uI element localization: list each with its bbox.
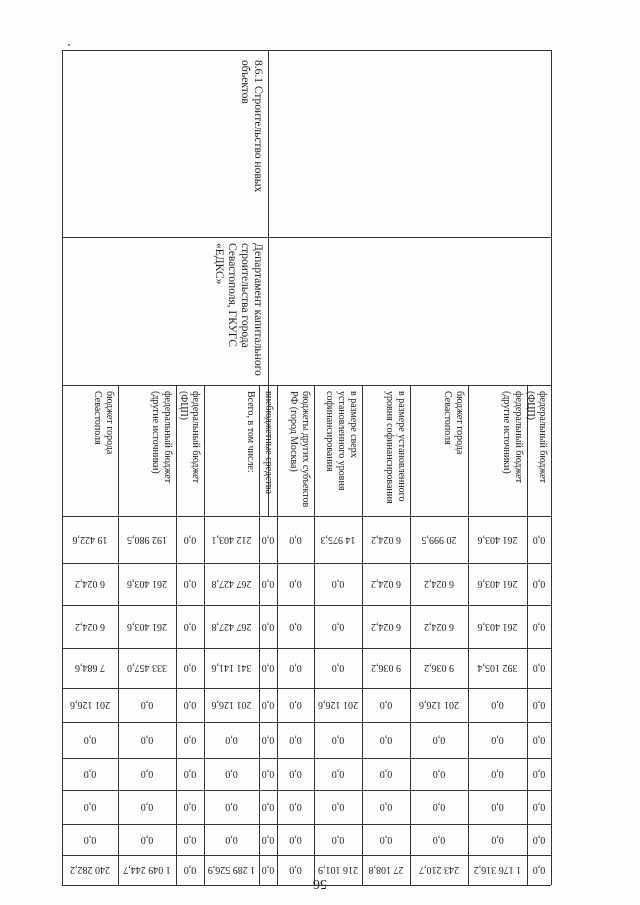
column-header-label: бюджет города Севастополя <box>92 391 115 455</box>
table-cell: 0,0 <box>140 834 154 845</box>
column-header-label: бюджеты других субъектов РФ (город Москва) <box>288 391 311 508</box>
table-cell: 1 289 526,9 <box>207 864 256 876</box>
table-cell: 0,0 <box>532 662 546 674</box>
table-cell: 261 403,6 <box>127 621 167 632</box>
table-cell: 6 024,2 <box>424 621 454 632</box>
table-cell: 0,0 <box>183 801 197 813</box>
table-cell: 6 024,2 <box>371 621 401 632</box>
column-header-label: федеральный бюджет (другие источники) <box>501 391 524 484</box>
table-cell: 201 126,6 <box>70 699 110 711</box>
table-cell: 0,0 <box>491 834 504 845</box>
table-cell: 0,0 <box>225 801 238 813</box>
table-cell: 19 422,6 <box>72 534 108 545</box>
table-cell: 0,0 <box>532 834 546 845</box>
table-cell: 212 403,1 <box>211 534 252 545</box>
table-cell: 0,0 <box>140 801 154 813</box>
table-cell: 0,0 <box>289 864 302 876</box>
table-cell: 0,0 <box>289 578 302 590</box>
table-cell: 261 403,6 <box>477 621 518 632</box>
table-cell: 0,0 <box>331 662 345 674</box>
table-cell: 0,0 <box>532 801 546 813</box>
table-cell: 0,0 <box>331 768 345 780</box>
table-cell: 1 049 244,7 <box>123 864 171 876</box>
table-cell: 0,0 <box>432 801 446 813</box>
table-cell: 0,0 <box>289 834 302 845</box>
table-cell: 267 427,8 <box>211 578 252 590</box>
column-header-label: внебюджетные средства <box>263 391 274 494</box>
table-cell: 0,0 <box>532 578 546 590</box>
table-cell: 0,0 <box>379 699 393 711</box>
table-cell: 0,0 <box>331 834 345 845</box>
table-cell: 243 210,7 <box>419 864 459 876</box>
table-cell: 0,0 <box>289 662 302 674</box>
table-cell: 201 126,6 <box>318 699 358 711</box>
table-cell: 0,0 <box>532 699 546 711</box>
table-cell: 0,0 <box>83 734 97 746</box>
table-cell: 6 024,2 <box>371 534 401 545</box>
table-cell: 0,0 <box>491 699 504 711</box>
table-cell: 6 024,2 <box>75 578 105 590</box>
table-cell: 0,0 <box>261 834 275 845</box>
table-cell: 267 427,8 <box>211 621 252 632</box>
table-cell: 0,0 <box>183 864 197 876</box>
table-cell: 240 282,2 <box>70 864 110 876</box>
table-cell: 0,0 <box>532 621 546 632</box>
table-cell: 20 999,5 <box>421 534 457 545</box>
table-cell: 0,0 <box>183 699 197 711</box>
grid-line <box>62 385 551 386</box>
table-cell: 0,0 <box>532 768 546 780</box>
table-cell: 0,0 <box>140 734 154 746</box>
table-cell: 261 403,6 <box>127 578 167 590</box>
table-cell: 6 024,2 <box>424 578 454 590</box>
table-cell: 0,0 <box>183 768 197 780</box>
table-cell: 0,0 <box>331 734 345 746</box>
column-header-label: в размере сверх установленного уровня софинансирования <box>324 391 359 491</box>
table-cell: 0,0 <box>183 734 197 746</box>
table-cell: 0,0 <box>379 801 393 813</box>
table-cell: 0,0 <box>289 699 302 711</box>
page-number: 56 <box>313 876 327 891</box>
table-cell: 0,0 <box>83 768 97 780</box>
column-header-label: бюджет города Севастополя <box>442 391 465 455</box>
task-title: 8.6.1 Строительство новых объектов <box>239 60 264 193</box>
table-cell: 0,0 <box>140 768 154 780</box>
table-cell: 7 684,6 <box>75 662 105 674</box>
table-cell: 0,0 <box>491 801 504 813</box>
table-cell: 341 141,6 <box>211 662 252 674</box>
table-cell: 261 403,6 <box>477 578 518 590</box>
table-cell: 1 176 316,2 <box>473 864 522 876</box>
table-cell: 0,0 <box>140 699 154 711</box>
grid-line <box>551 50 552 885</box>
table-cell: 0,0 <box>491 768 504 780</box>
grid-line <box>62 50 551 51</box>
table-cell: 0,0 <box>83 834 97 845</box>
table-cell: 0,0 <box>183 834 197 845</box>
column-header-label: федеральный бюджет (ФЦП) <box>178 391 201 484</box>
table-cell: 0,0 <box>261 864 275 876</box>
table-cell: 201 126,6 <box>211 699 252 711</box>
table-cell: 333 457,0 <box>127 662 167 674</box>
table-cell: 6 024,2 <box>371 578 401 590</box>
table-cell: 0,0 <box>261 534 275 545</box>
table-cell: 201 126,6 <box>419 699 459 711</box>
table-cell: 392 105,4 <box>477 662 518 674</box>
table-cell: 0,0 <box>532 864 546 876</box>
table-cell: 0,0 <box>225 734 238 746</box>
grid-line <box>62 237 551 238</box>
table-cell: 0,0 <box>289 768 302 780</box>
table-cell: 0,0 <box>183 621 197 632</box>
column-header-label: Всего, в том числе: <box>245 391 256 473</box>
table-cell: 0,0 <box>261 801 275 813</box>
table-cell: 0,0 <box>289 621 302 632</box>
column-header-label: в размере установленного уровня софинансирования <box>384 391 407 504</box>
table-cell: 0,0 <box>532 534 546 545</box>
table-cell: 0,0 <box>225 768 238 780</box>
executor-text: Департамент капитального строительства города Севастополя, ГКУГС «ЕДКС» <box>213 243 264 376</box>
table-cell: 0,0 <box>261 699 275 711</box>
scan-speck <box>68 44 70 46</box>
table-cell: 0,0 <box>289 801 302 813</box>
table-cell: 0,0 <box>379 734 393 746</box>
table-cell: 0,0 <box>331 578 345 590</box>
table-cell: 0,0 <box>261 662 275 674</box>
table-cell: 0,0 <box>261 578 275 590</box>
table-cell: 0,0 <box>289 734 302 746</box>
table-cell: 0,0 <box>183 662 197 674</box>
table-cell: 0,0 <box>225 834 238 845</box>
table-cell: 261 403,6 <box>477 534 518 545</box>
table-cell: 0,0 <box>183 578 197 590</box>
table-cell: 0,0 <box>261 768 275 780</box>
table-cell: 0,0 <box>289 534 302 545</box>
table-cell: 6 024,2 <box>75 621 105 632</box>
table-cell: 9 036,2 <box>424 662 454 674</box>
table-cell: 0,0 <box>379 834 393 845</box>
table-cell: 0,0 <box>331 621 345 632</box>
table-cell: 0,0 <box>432 734 446 746</box>
table-cell: 9 036,2 <box>371 662 401 674</box>
table-cell: 27 108,8 <box>368 864 404 876</box>
table-cell: 0,0 <box>331 801 345 813</box>
table-cell: 0,0 <box>379 768 393 780</box>
column-header-label: федеральный бюджет (другие источники) <box>150 391 173 484</box>
table-cell: 192 980,5 <box>127 534 167 545</box>
table-cell: 0,0 <box>532 734 546 746</box>
table-cell: 14 975,3 <box>320 534 356 545</box>
table-cell: 0,0 <box>432 768 446 780</box>
table-cell: 0,0 <box>183 534 197 545</box>
table-cell: 0,0 <box>83 801 97 813</box>
table-cell: 0,0 <box>261 621 275 632</box>
table-cell: 0,0 <box>491 734 504 746</box>
table-cell: 216 101,9 <box>318 864 358 876</box>
column-header-label: федеральный бюджет (ФЦП) <box>525 391 548 484</box>
table-cell: 0,0 <box>432 834 446 845</box>
table-cell: 0,0 <box>261 734 275 746</box>
